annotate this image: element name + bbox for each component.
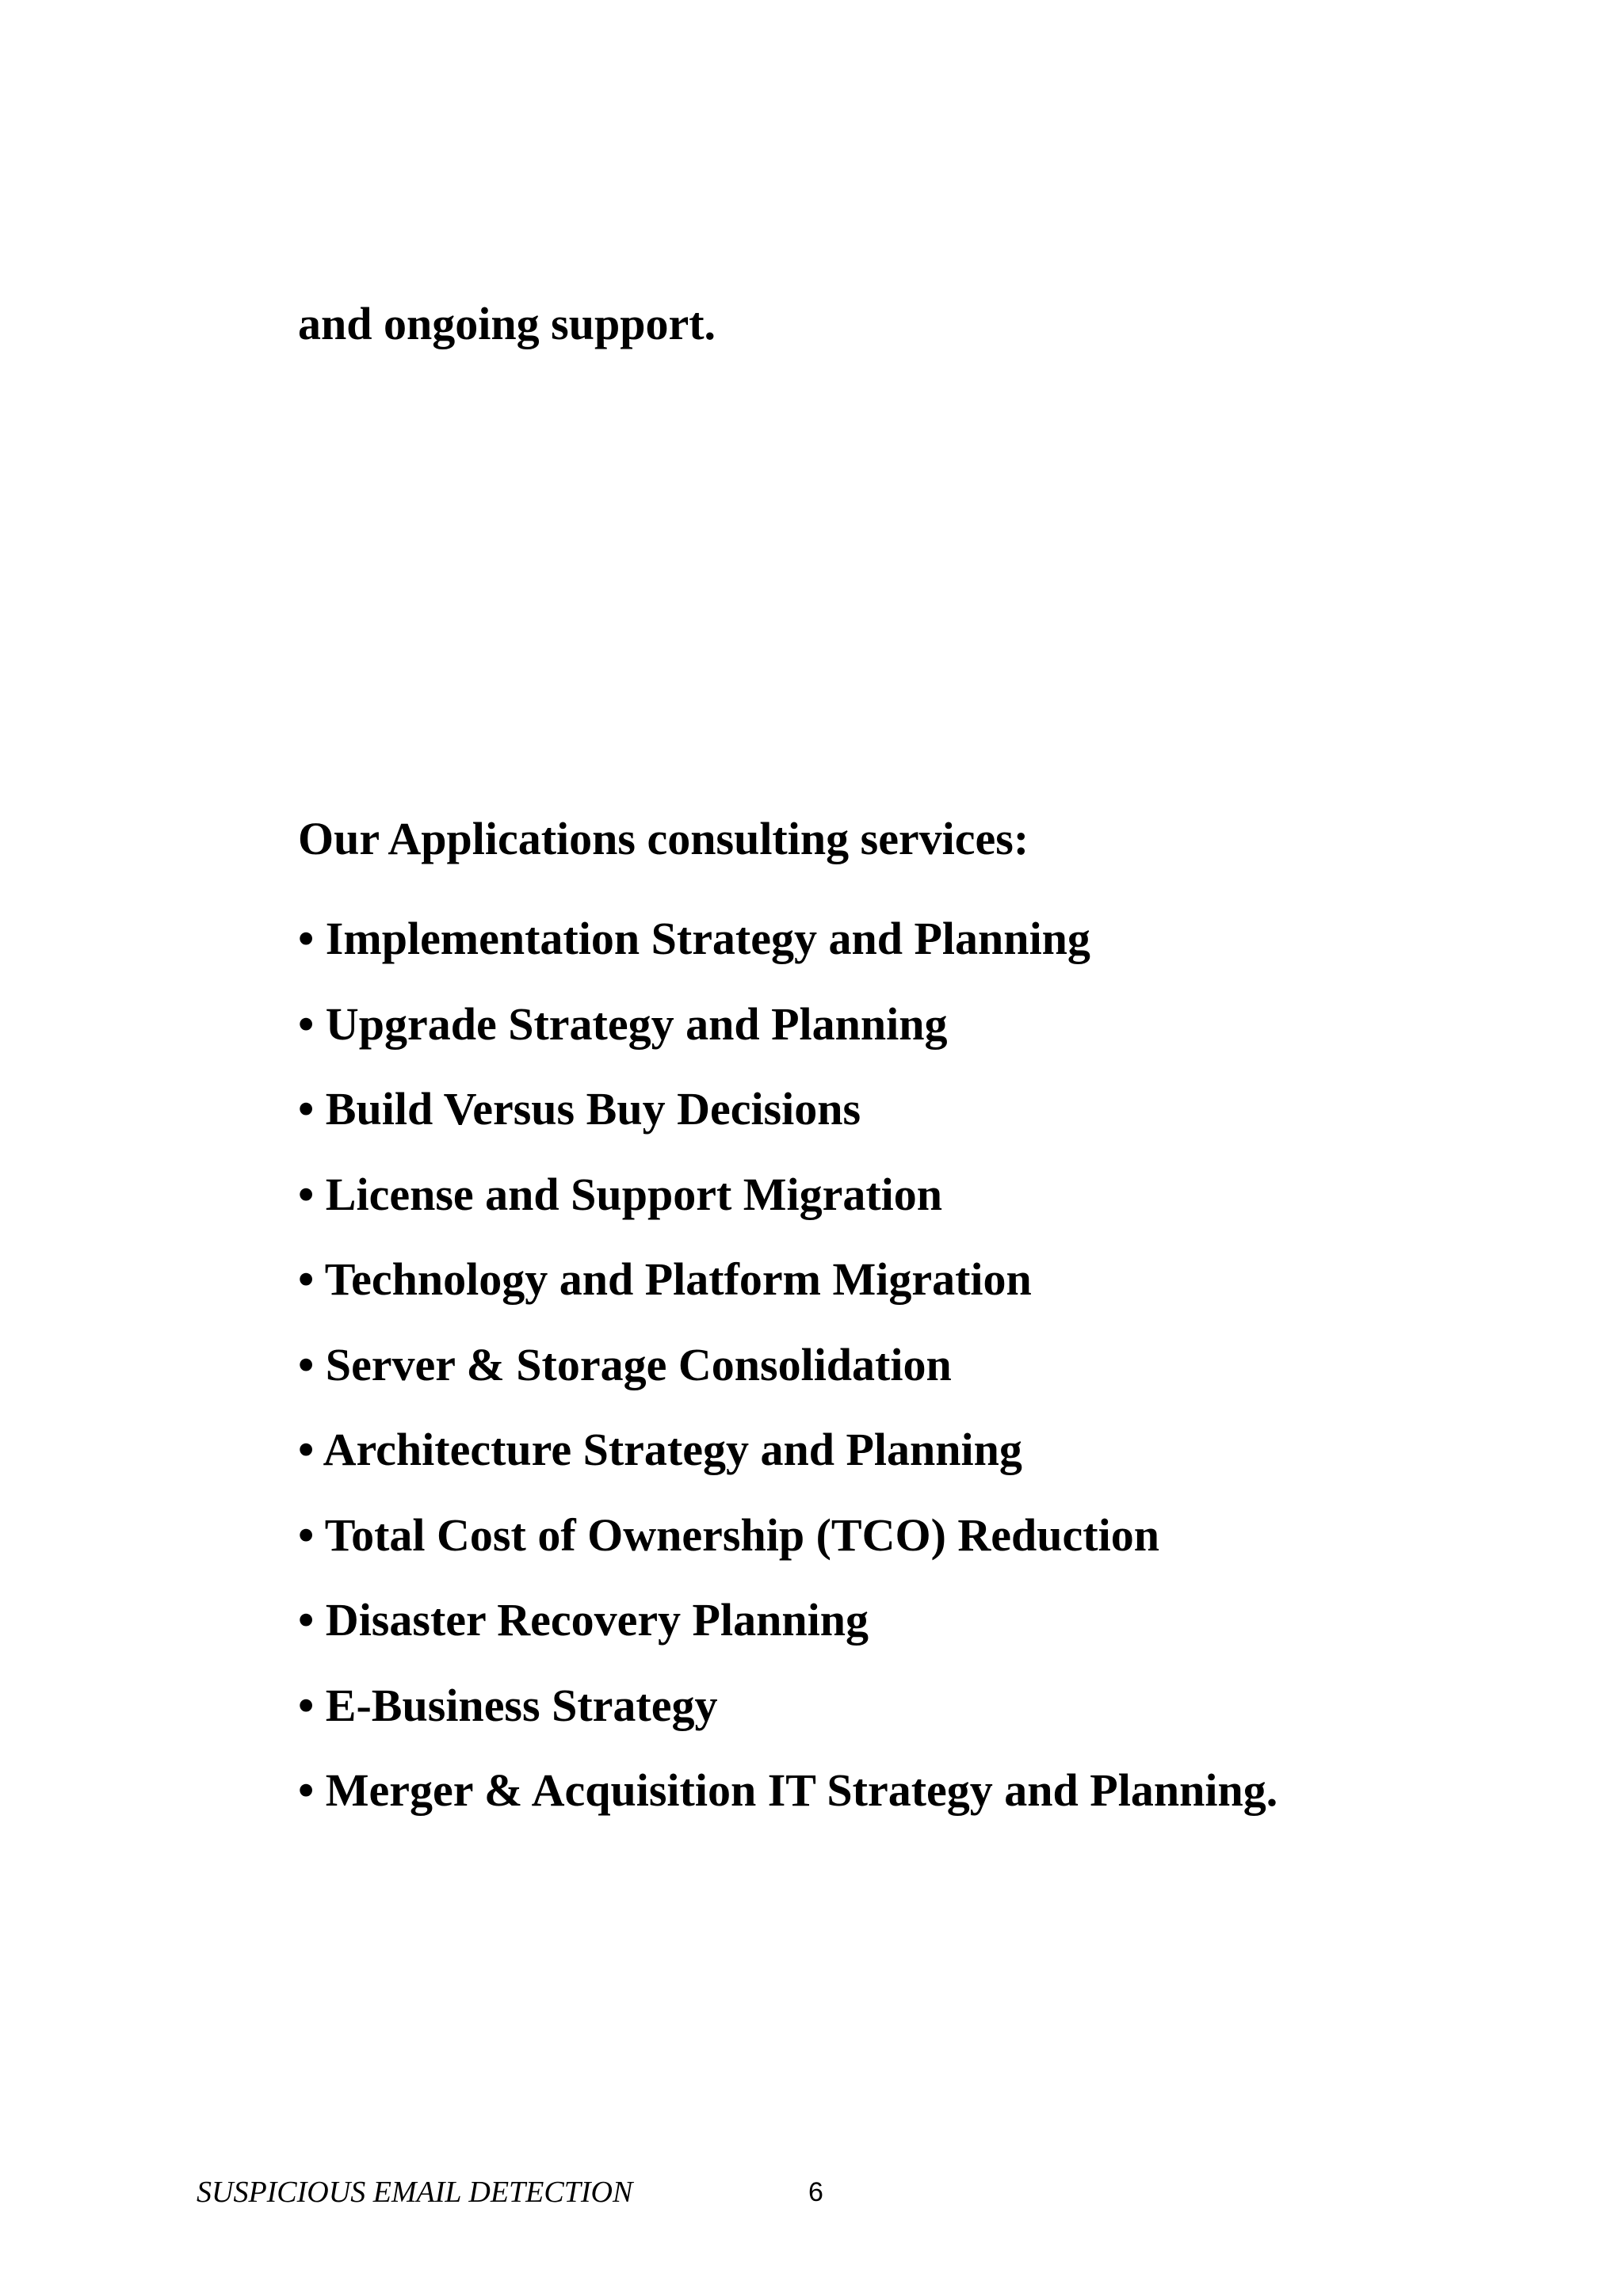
services-list	[298, 896, 1277, 1833]
service-item-upgrade-strategy: • Upgrade Strategy and Planning	[298, 997, 948, 1050]
service-item-merger-acquisition: • Merger & Acquisition IT Strategy and Planning.	[298, 1764, 1278, 1816]
continuation-text: and ongoing support.	[298, 298, 716, 349]
service-item-implementation-strategy: • Implementation Strategy and Planning	[298, 913, 1090, 964]
footer-title: SUSPICIOUS EMAIL DETECTION	[197, 2176, 633, 2209]
service-item-tco-reduction: • Total Cost of Ownership (TCO) Reduction	[298, 1508, 1159, 1561]
service-item-license-support-migration: • License and Support Migration	[298, 1168, 943, 1220]
page-number: 6	[808, 2177, 823, 2207]
service-item-server-storage-consolidation: • Server & Storage Consolidation	[298, 1338, 952, 1390]
service-item-build-versus-buy: • Build Versus Buy Decisions	[298, 1083, 861, 1135]
service-item-disaster-recovery: • Disaster Recovery Planning	[298, 1594, 869, 1646]
service-item-technology-platform-migration: • Technology and Platform Migration	[298, 1253, 1032, 1305]
services-heading: Our Applications consulting services:	[298, 813, 1029, 864]
service-item-architecture-strategy: • Architecture Strategy and Planning	[298, 1424, 1022, 1475]
service-item-e-business-strategy: • E-Business Strategy	[298, 1679, 718, 1731]
